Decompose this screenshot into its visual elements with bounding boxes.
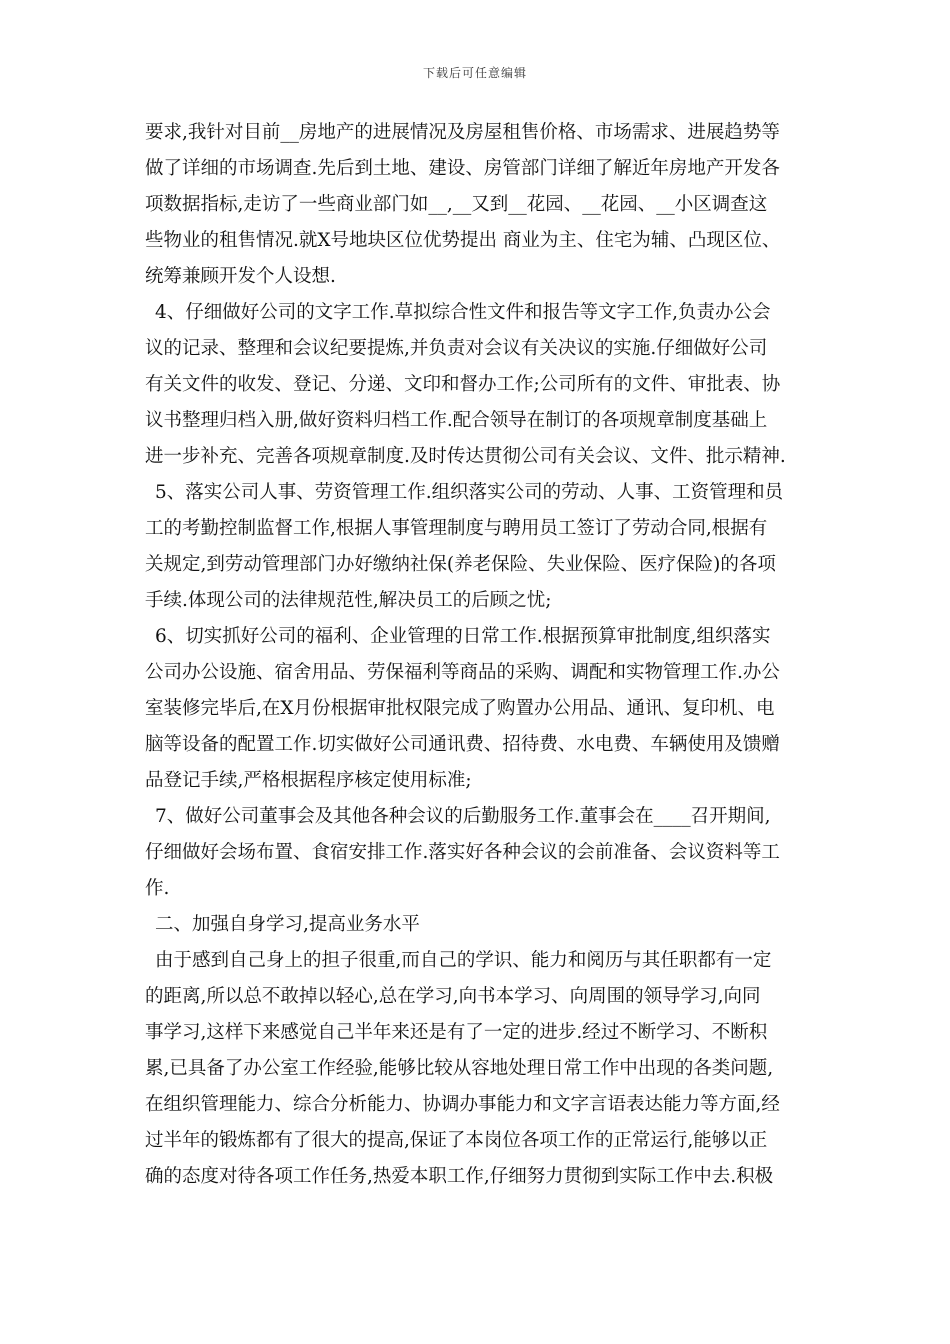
document-body: [145, 115, 825, 1195]
text-line: 项数据指标,走访了一些商业部门如__,__又到__花园、__花园、__小区调查这: [145, 194, 768, 215]
text-line: 仔细做好会场布置、食宿安排工作.落实好各种会议的会前准备、会议资料等工: [145, 842, 780, 863]
text-line: 有关文件的收发、登记、分递、文印和督办工作;公司所有的文件、审批表、协: [145, 374, 781, 395]
text-line: 在组织管理能力、综合分析能力、协调办事能力和文字言语表达能力等方面,经: [145, 1094, 780, 1115]
text-line: 由于感到自己身上的担子很重,而自己的学识、能力和阅历与其任职都有一定: [155, 950, 772, 971]
text-line: 6、切实抓好公司的福利、企业管理的日常工作.根据预算审批制度,组织落实: [155, 626, 771, 647]
text-line: 脑等设备的配置工作.切实做好公司通讯费、招待费、水电费、车辆使用及馈赠: [145, 734, 780, 755]
text-line: 做了详细的市场调查.先后到土地、建设、房管部门详细了解近年房地产开发各: [145, 158, 780, 179]
text-line: 确的态度对待各项工作任务,热爱本职工作,仔细努力贯彻到实际工作中去.积极: [145, 1166, 774, 1187]
text-line: 事学习,这样下来感觉自己半年来还是有了一定的进步.经过不断学习、不断积: [145, 1022, 768, 1043]
text-line: 的距离,所以总不敢掉以轻心,总在学习,向书本学习、向周围的领导学习,向同: [145, 986, 761, 1007]
text-line: 过半年的锻炼都有了很大的提高,保证了本岗位各项工作的正常运行,能够以正: [145, 1130, 768, 1151]
text-line: 二、加强自身学习,提高业务水平: [155, 914, 420, 935]
text-line: 进一步补充、完善各项规章制度.及时传达贯彻公司有关会议、文件、批示精神.: [145, 446, 786, 467]
text-line: 累,已具备了办公室工作经验,能够比较从容地处理日常工作中出现的各类问题,: [145, 1058, 774, 1079]
text-line: 要求,我针对目前__房地产的进展情况及房屋租售价格、市场需求、进展趋势等: [145, 122, 780, 143]
text-line: 工的考勤控制监督工作,根据人事管理制度与聘用员工签订了劳动合同,根据有: [145, 518, 768, 539]
text-line: 手续.体现公司的法律规范性,解决员工的后顾之忧;: [145, 590, 552, 611]
text-line: 品登记手续,严格根据程序核定使用标准;: [145, 770, 472, 791]
text-line: 7、做好公司董事会及其他各种会议的后勤服务工作.董事会在____召开期间,: [155, 806, 771, 827]
text-line: 室装修完毕后,在X月份根据审批权限完成了购置办公用品、通讯、复印机、电: [145, 698, 775, 719]
text-line: 议的记录、整理和会议纪要提炼,并负责对会议有关决议的实施.仔细做好公司: [145, 338, 768, 359]
text-line: 公司办公设施、宿舍用品、劳保福利等商品的采购、调配和实物管理工作.办公: [145, 662, 780, 683]
page-header: 下载后可任意编辑: [422, 66, 527, 80]
text-line: 些物业的租售情况.就X号地块区位优势提出 商业为主、住宅为辅、凸现区位、: [145, 230, 781, 251]
text-line: 关规定,到劳动管理部门办好缴纳社保(养老保险、失业保险、医疗保险)的各项: [145, 554, 776, 575]
text-line: 议书整理归档入册,做好资料归档工作.配合领导在制订的各项规章制度基础上: [145, 410, 768, 431]
text-line: 作.: [145, 878, 170, 899]
text-line: 5、落实公司人事、劳资管理工作.组织落实公司的劳动、人事、工资管理和员: [155, 482, 784, 503]
text-line: 4、仔细做好公司的文字工作.草拟综合性文件和报告等文字工作,负责办公会: [155, 302, 771, 323]
text-line: 统筹兼顾开发个人设想.: [145, 266, 336, 287]
